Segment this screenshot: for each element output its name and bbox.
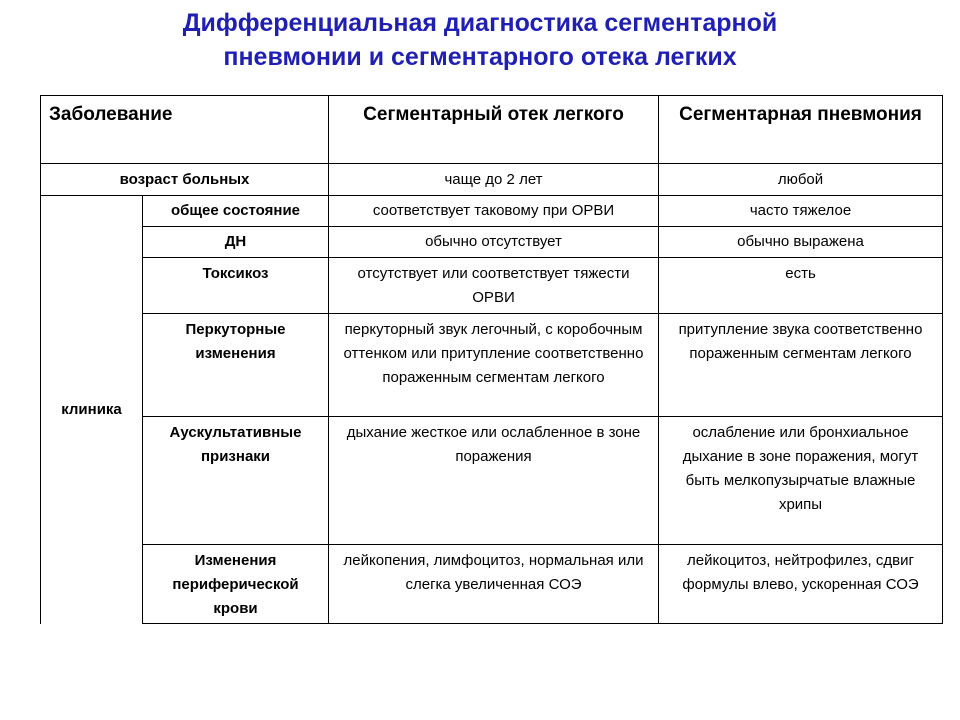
- header-pneumonia: Сегментарная пневмония: [659, 96, 943, 164]
- cell-edema: соответствует таковому при ОРВИ: [329, 196, 659, 227]
- row-label: ДН: [143, 227, 329, 258]
- cell-pneumonia-age: любой: [659, 164, 943, 196]
- cell-edema: отсутствует или соответствует тяжести ОРВИ: [329, 258, 659, 314]
- cell-pneumonia: обычно выражена: [659, 227, 943, 258]
- cell-pneumonia: часто тяжелое: [659, 196, 943, 227]
- row-label: Аускультативные признаки: [143, 417, 329, 545]
- cell-pneumonia: есть: [659, 258, 943, 314]
- cell-pneumonia: лейкоцитоз, нейтрофилез, сдвиг формулы влево, ускоренная СОЭ: [659, 545, 943, 624]
- cell-edema: лейкопения, лимфоцитоз, нормальная или слегка увеличенная СОЭ: [329, 545, 659, 624]
- title-line-2: пневмонии и сегментарного отека легких: [223, 43, 737, 71]
- title-line-1: Дифференциальная диагностика сегментарной: [182, 9, 778, 37]
- table-row: [41, 417, 943, 545]
- row-label-age: возраст больных: [41, 164, 329, 196]
- diagnosis-table: [40, 95, 943, 624]
- cell-edema: дыхание жесткое или ослабленное в зоне поражения: [329, 417, 659, 545]
- table-row: [41, 545, 943, 624]
- table-row: [41, 314, 943, 417]
- row-label: общее состояние: [143, 196, 329, 227]
- cell-pneumonia: притупление звука соответственно пораженным сегментам легкого: [659, 314, 943, 417]
- cell-edema: обычно отсутствует: [329, 227, 659, 258]
- row-label: Токсикоз: [143, 258, 329, 314]
- page-title: [0, 6, 960, 74]
- cell-pneumonia: ослабление или бронхиальное дыхание в зоне поражения, могут быть мелкопузырчатые влажные хрипы: [659, 417, 943, 545]
- header-disease: Заболевание: [41, 96, 329, 164]
- cell-edema: перкуторный звук легочный, с коробочным оттенком или притупление соответственно пораженным сегментам легкого: [329, 314, 659, 417]
- table-row-age: [41, 164, 943, 196]
- table-row: [41, 196, 943, 227]
- row-label: Изменения периферической крови: [143, 545, 329, 624]
- row-label: Перкуторные изменения: [143, 314, 329, 417]
- table-row: [41, 258, 943, 314]
- table-header-row: [41, 96, 943, 164]
- table-row: [41, 227, 943, 258]
- cell-edema-age: чаще до 2 лет: [329, 164, 659, 196]
- clinic-label: клиника: [41, 196, 143, 624]
- header-edema: Сегментарный отек легкого: [329, 96, 659, 164]
